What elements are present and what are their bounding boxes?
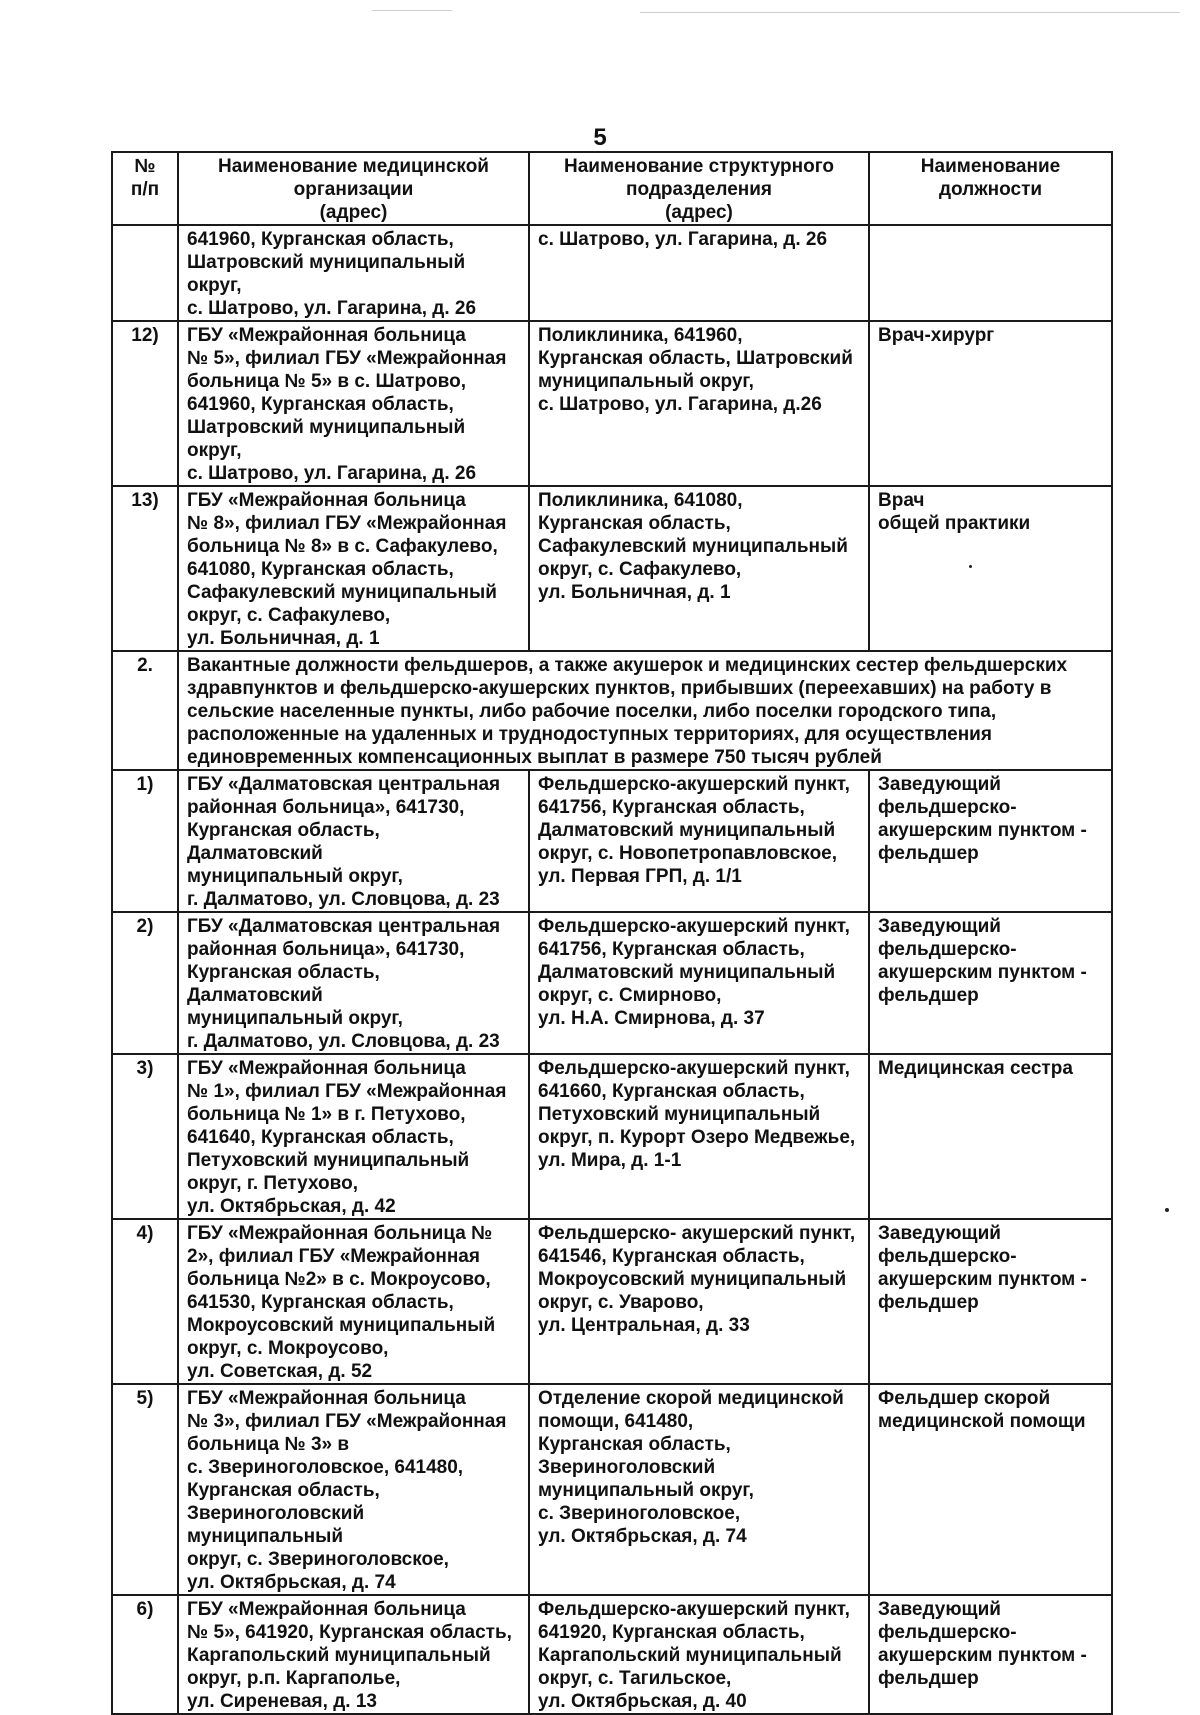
position-cell: Фельдшер скорой медицинской помощи <box>869 1384 1112 1595</box>
table-row <box>112 1219 1112 1384</box>
section-row <box>112 651 1112 770</box>
structural-unit-cell: Фельдшерско- акушерский пункт, 641546, Курганская область, Мокроусовский муниципальный округ, с. Уварово, ул. Центральная, д. 33 <box>529 1219 869 1384</box>
organization-cell: ГБУ «Далматовская центральная районная больница», 641730, Курганская область, Далматовский муниципальный округ, г. Далматово, ул. Словцова, д. 23 <box>178 770 529 912</box>
organization-cell: ГБУ «Межрайонная больница № 5», филиал ГБУ «Межрайонная больница № 5» в с. Шатрово, 641960, Курганская область, Шатровский муниципальный округ, с. Шатрово, ул. Гагарина, д. 26 <box>178 321 529 486</box>
table-row <box>112 225 1112 321</box>
header-structural-unit: Наименование структурного подразделения (адрес) <box>529 152 869 225</box>
table-row <box>112 1595 1112 1714</box>
section-number: 2. <box>112 651 178 770</box>
organization-cell: ГБУ «Межрайонная больница № 2», филиал ГБУ «Межрайонная больница №2» в с. Мокроусово, 641530, Курганская область, Мокроусовский муниципальный округ, с. Мокроусово, ул. Советская, д. 52 <box>178 1219 529 1384</box>
structural-unit-cell: Поликлиника, 641080, Курганская область, Сафакулевский муниципальный округ, с. Сафакулево, ул. Больничная, д. 1 <box>529 486 869 651</box>
structural-unit-cell: Отделение скорой медицинской помощи, 641480, Курганская область, Звериноголовский муниципальный округ, с. Звериноголовское, ул. Октябрьская, д. 74 <box>529 1384 869 1595</box>
structural-unit-cell: Поликлиника, 641960, Курганская область, Шатровский муниципальный округ, с. Шатрово, ул. Гагарина, д.26 <box>529 321 869 486</box>
row-number: 4) <box>112 1219 178 1384</box>
scan-artifact-line <box>640 12 1180 13</box>
row-number: 2) <box>112 912 178 1054</box>
organization-cell: ГБУ «Межрайонная больница № 5», 641920, Курганская область, Каргапольский муниципальный округ, р.п. Каргаполье, ул. Сиреневая, д. 13 <box>178 1595 529 1714</box>
table-row <box>112 486 1112 651</box>
vacancy-table <box>111 151 1113 1715</box>
row-number <box>112 225 178 321</box>
row-number: 1) <box>112 770 178 912</box>
header-position: Наименование должности <box>869 152 1112 225</box>
header-organization: Наименование медицинской организации (адрес) <box>178 152 529 225</box>
table-row <box>112 321 1112 486</box>
position-cell <box>869 225 1112 321</box>
table-row <box>112 1384 1112 1595</box>
organization-cell: ГБУ «Межрайонная больница № 1», филиал ГБУ «Межрайонная больница № 1» в г. Петухово, 641640, Курганская область, Петуховский муниципальный округ, г. Петухово, ул. Октябрьская, д. 42 <box>178 1054 529 1219</box>
structural-unit-cell: Фельдшерско-акушерский пункт, 641756, Курганская область, Далматовский муниципальный округ, с. Смирново, ул. Н.А. Смирнова, д. 37 <box>529 912 869 1054</box>
table-header-row <box>112 152 1112 225</box>
organization-cell: ГБУ «Далматовская центральная районная больница», 641730, Курганская область, Далматовский муниципальный округ, г. Далматово, ул. Словцова, д. 23 <box>178 912 529 1054</box>
page-number: 5 <box>593 124 607 151</box>
position-cell: Врач общей практики <box>869 486 1112 651</box>
row-number: 6) <box>112 1595 178 1714</box>
table-row <box>112 770 1112 912</box>
scan-artifact-line <box>372 10 452 11</box>
scan-speck <box>969 565 972 568</box>
position-cell: Заведующий фельдшерско- акушерским пунктом - фельдшер <box>869 1595 1112 1714</box>
structural-unit-cell: Фельдшерско-акушерский пункт, 641920, Курганская область, Каргапольский муниципальный округ, с. Тагильское, ул. Октябрьская, д. 40 <box>529 1595 869 1714</box>
header-number: № п/п <box>112 152 178 225</box>
row-number: 13) <box>112 486 178 651</box>
position-cell: Врач-хирург <box>869 321 1112 486</box>
structural-unit-cell: Фельдшерско-акушерский пункт, 641660, Курганская область, Петуховский муниципальный округ, п. Курорт Озеро Медвежье, ул. Мира, д. 1-1 <box>529 1054 869 1219</box>
organization-cell: 641960, Курганская область, Шатровский муниципальный округ, с. Шатрово, ул. Гагарина, д. 26 <box>178 225 529 321</box>
position-cell: Заведующий фельдшерско- акушерским пунктом - фельдшер <box>869 912 1112 1054</box>
row-number: 12) <box>112 321 178 486</box>
position-cell: Заведующий фельдшерско- акушерским пунктом - фельдшер <box>869 1219 1112 1384</box>
position-cell: Заведующий фельдшерско- акушерским пунктом - фельдшер <box>869 770 1112 912</box>
structural-unit-cell: Фельдшерско-акушерский пункт, 641756, Курганская область, Далматовский муниципальный округ, с. Новопетропавловское, ул. Первая ГРП, д. 1/1 <box>529 770 869 912</box>
organization-cell: ГБУ «Межрайонная больница № 3», филиал ГБУ «Межрайонная больница № 3» в с. Звериноголовское, 641480, Курганская область, Звериноголовский муниципальный округ, с. Звериноголовское, ул. Октябрьская, д. 74 <box>178 1384 529 1595</box>
structural-unit-cell: с. Шатрово, ул. Гагарина, д. 26 <box>529 225 869 321</box>
row-number: 3) <box>112 1054 178 1219</box>
organization-cell: ГБУ «Межрайонная больница № 8», филиал ГБУ «Межрайонная больница № 8» в с. Сафакулево, 641080, Курганская область, Сафакулевский муниципальный округ, с. Сафакулево, ул. Больничная, д. 1 <box>178 486 529 651</box>
section-heading-text: Вакантные должности фельдшеров, а также акушерок и медицинских сестер фельдшерских здравпунктов и фельдшерско-акушерских пунктов, прибывших (переехавших) на работу в сельские населенные пункты, либо рабочие поселки, либо поселки городского типа, расположенные на удаленных и труднодоступных территориях, для осуществления единовременных компенсационных выплат в размере 750 тысяч рублей <box>178 651 1112 770</box>
table-row <box>112 1054 1112 1219</box>
position-cell: Медицинская сестра <box>869 1054 1112 1219</box>
row-number: 5) <box>112 1384 178 1595</box>
table-row <box>112 912 1112 1054</box>
scan-speck <box>1165 1208 1169 1212</box>
